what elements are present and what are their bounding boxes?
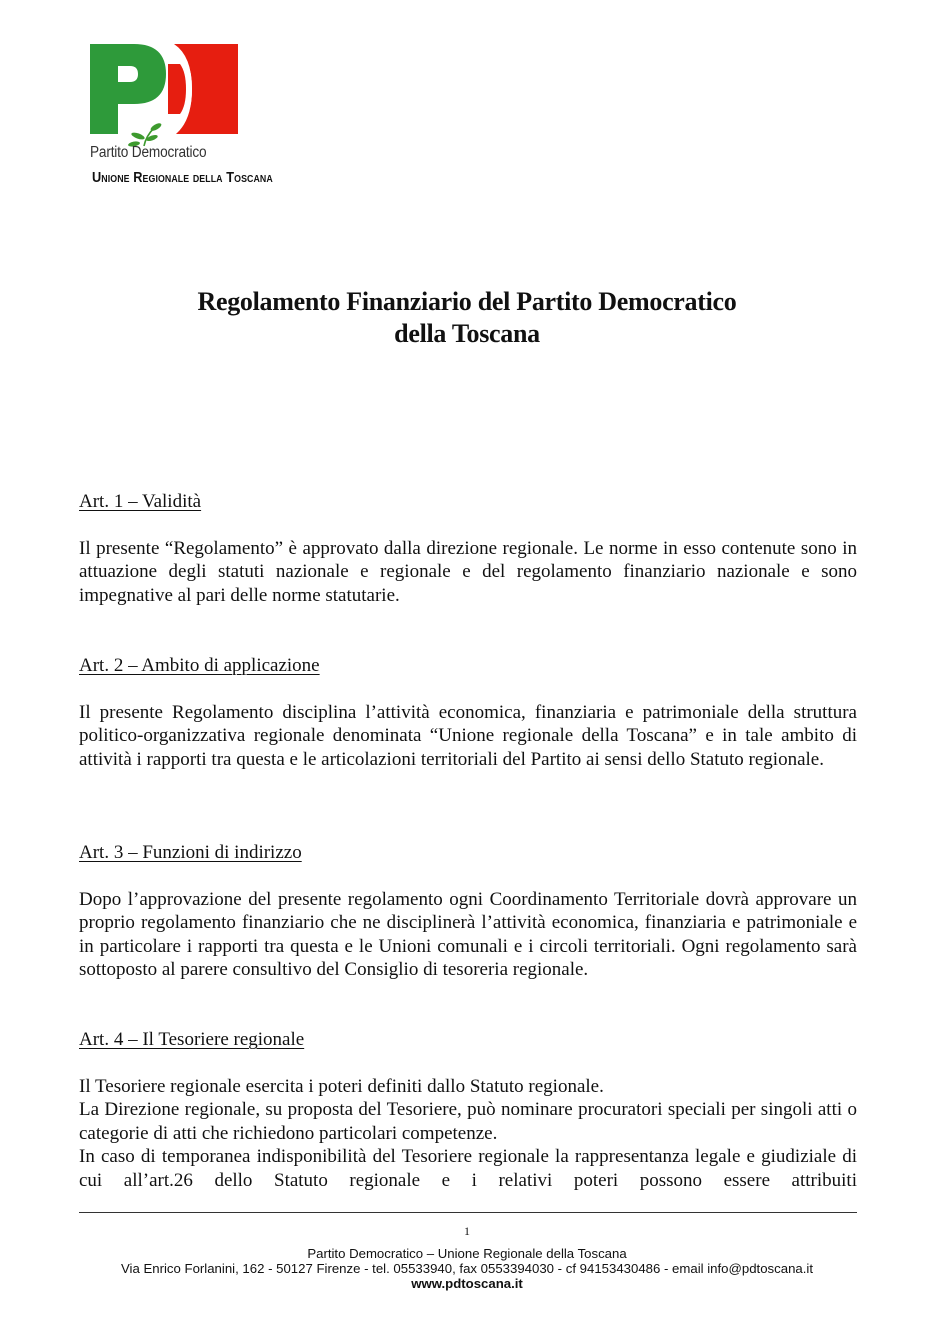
logo-letter-p [90,44,166,134]
document-title [0,286,934,350]
footer-website-link[interactable]: www.pdtoscana.it [411,1276,523,1291]
article-4 [79,1028,857,1192]
union-label: Unione Regionale della Toscana [92,170,273,186]
article-paragraph: Dopo l’approvazione del presente regolamento ogni Coordinamento Territoriale dovrà approvare un proprio regolamento finanziario che ne disciplinerà l’attività economica, finanziaria e patrimoniale e in particolare i rapporti tra questa e le Unioni comunali e i circoli territoriali. Ogni regolamento sarà sottoposto al parere consultivo del Consiglio di tesoreria regionale. [79,888,857,980]
article-heading: Art. 2 – Ambito di applicazione [79,655,320,676]
article-body [79,888,857,982]
logo-caption: Partito Democratico [90,144,207,161]
article-paragraph: Il presente “Regolamento” è approvato dalla direzione regionale. Le norme in esso contenute sono in attuazione degli statuti nazionale e regionale e del regolamento finanziario nazionale e sono impegnative al pari delle norme statutarie. [79,537,857,606]
article-heading: Art. 4 – Il Tesoriere regionale [79,1029,305,1050]
document-title-line-1: Regolamento Finanziario del Partito Democratico [197,287,737,316]
article-body [79,701,857,772]
footer-divider [79,1212,857,1213]
article-paragraph: In caso di temporanea indisponibilità del Tesoriere regionale la rappresentanza legale e giudiziale di cui all’art.26 dello Statuto regionale e i relativi poteri possono essere attribuiti [79,1146,857,1191]
document-title-line-2: della Toscana [394,319,540,348]
footer-contact-info: Via Enrico Forlanini, 162 - 50127 Firenze - tel. 05533940, fax 0553394030 - cf 94153430486 - email info@pdtoscana.it [120,1261,813,1276]
article-body [79,537,857,608]
page-number: 1 [464,1224,470,1238]
footer-organization: Partito Democratico – Unione Regionale della Toscana [307,1246,627,1261]
footer [0,1246,934,1291]
pd-logo-icon [88,42,240,142]
article-paragraph: Il Tesoriere regionale esercita i poteri definiti dallo Statuto regionale. [79,1075,604,1097]
article-heading: Art. 1 – Validità [79,491,202,512]
article-2 [79,654,857,771]
article-1 [79,490,857,607]
article-paragraph: La Direzione regionale, su proposta del Tesoriere, può nominare procuratori speciali per singoli atti o categorie di atti che richiedono particolari competenze. [79,1099,857,1144]
article-body [79,1075,857,1193]
article-paragraph: Il presente Regolamento disciplina l’attività economica, finanziaria e patrimoniale della struttura politico-organizzativa regionale denominata “Unione regionale della Toscana” e in tale ambito di attività i rapporti tra questa e le articolazioni territoriali del Partito ai sensi dello Statuto regionale. [79,701,857,770]
article-3 [79,841,857,982]
article-heading: Art. 3 – Funzioni di indirizzo [79,842,302,863]
